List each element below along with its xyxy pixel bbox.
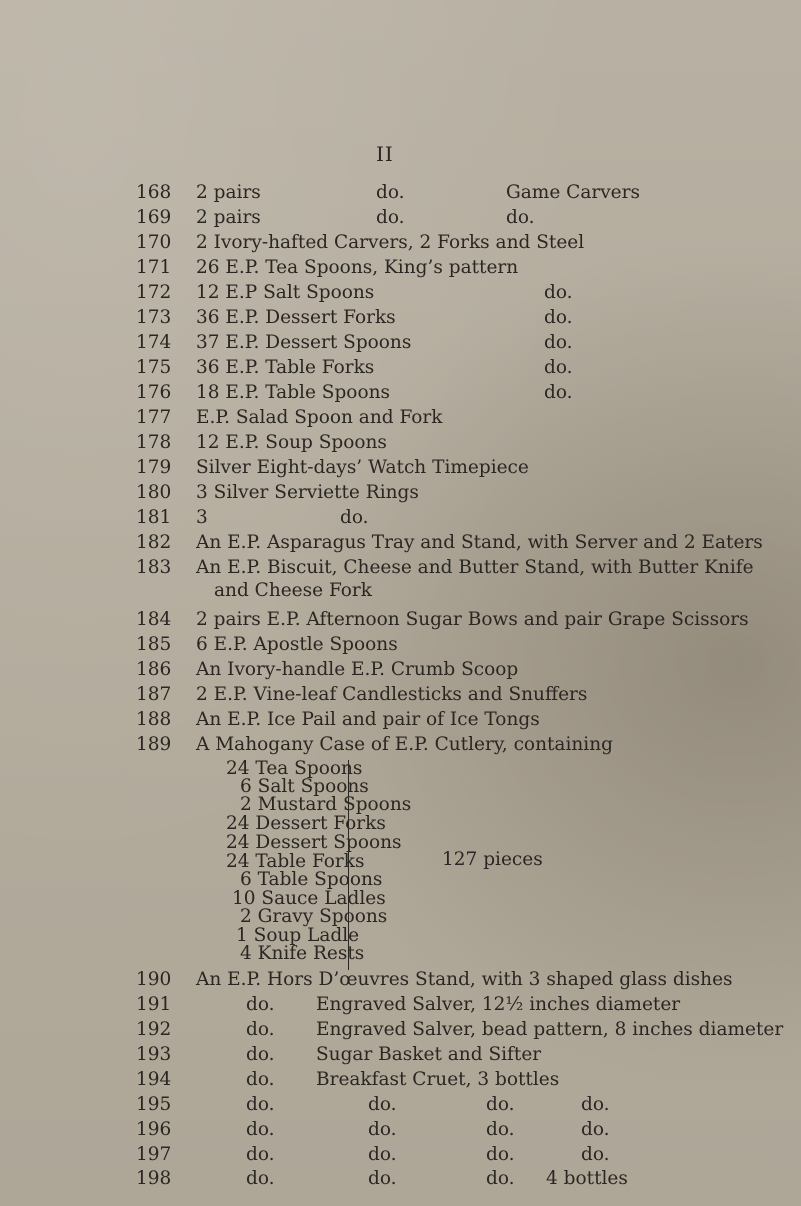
lot-col-1: do.: [246, 994, 275, 1015]
lot-description: 26 E.P. Tea Spoons, King’s pattern: [196, 257, 519, 278]
lot-col-2: do.: [544, 332, 573, 353]
lot-number: 169: [136, 207, 172, 228]
lot-number: 189: [136, 734, 172, 755]
case-item: 2 Mustard Spoons: [240, 794, 412, 815]
lot-description: 2 E.P. Vine-leaf Candlesticks and Snuffers: [196, 684, 588, 705]
lot-description: E.P. Salad Spoon and Fork: [196, 407, 443, 428]
lot-col-3: do.: [506, 207, 535, 228]
case-brace: [348, 760, 349, 970]
lot-col-1: 12 E.P Salt Spoons: [196, 282, 375, 303]
lot-col-2: do.: [368, 1168, 397, 1189]
lot-col-2: do.: [376, 207, 405, 228]
lot-col-2: Engraved Salver, bead pattern, 8 inches diameter: [316, 1019, 784, 1040]
case-item: 6 Salt Spoons: [240, 776, 369, 797]
lot-number: 176: [136, 382, 172, 403]
lot-number: 187: [136, 684, 172, 705]
lot-description: An E.P. Ice Pail and pair of Ice Tongs: [196, 709, 540, 730]
lot-col-1: 2 pairs: [196, 182, 261, 203]
case-item: 2 Gravy Spoons: [240, 906, 388, 927]
page-number: II: [376, 142, 394, 166]
lot-col-1: do.: [246, 1144, 275, 1165]
lot-col-1: 37 E.P. Dessert Spoons: [196, 332, 412, 353]
case-item: 1 Soup Ladle: [236, 925, 360, 946]
lot-col-4: do.: [581, 1144, 610, 1165]
lot-col-3: do.: [486, 1144, 515, 1165]
lot-number: 197: [136, 1144, 172, 1165]
lot-description: An E.P. Asparagus Tray and Stand, with Server and 2 Eaters: [196, 532, 763, 553]
lot-col-2: Sugar Basket and Sifter: [316, 1044, 542, 1065]
lot-description: Silver Eight-days’ Watch Timepiece: [196, 457, 529, 478]
case-item: 24 Dessert Forks: [226, 813, 386, 834]
lot-number: 182: [136, 532, 172, 553]
lot-col-1: 2 pairs: [196, 207, 261, 228]
lot-col-2: do.: [544, 382, 573, 403]
lot-number: 196: [136, 1119, 172, 1140]
lot-number: 184: [136, 609, 172, 630]
lot-number: 180: [136, 482, 172, 503]
lot-col-1: 36 E.P. Table Forks: [196, 357, 375, 378]
lot-number: 198: [136, 1168, 172, 1189]
lot-description: A Mahogany Case of E.P. Cutlery, containing: [196, 734, 613, 755]
lot-col-4: 4 bottles: [546, 1168, 628, 1189]
lot-number: 170: [136, 232, 172, 253]
lot-col-1: 3: [196, 507, 208, 528]
lot-col-2: Engraved Salver, 12½ inches diameter: [316, 994, 681, 1015]
lot-number: 171: [136, 257, 172, 278]
lot-number: 178: [136, 432, 172, 453]
lot-number: 181: [136, 507, 172, 528]
lot-description: An E.P. Biscuit, Cheese and Butter Stand, with Butter Knife: [196, 557, 754, 578]
lot-description: 12 E.P. Soup Spoons: [196, 432, 387, 453]
lot-number: 179: [136, 457, 172, 478]
lot-number: 193: [136, 1044, 172, 1065]
lot-number: 175: [136, 357, 172, 378]
lot-col-1: do.: [246, 1019, 275, 1040]
case-item: 6 Table Spoons: [240, 869, 383, 890]
lot-col-2: do.: [376, 182, 405, 203]
lot-description: 2 pairs E.P. Afternoon Sugar Bows and pair Grape Scissors: [196, 609, 749, 630]
lot-col-1: 18 E.P. Table Spoons: [196, 382, 390, 403]
lot-col-2: do.: [544, 357, 573, 378]
lot-col-1: do.: [246, 1069, 275, 1090]
lot-col-2: do.: [340, 507, 369, 528]
lot-number: 183: [136, 557, 172, 578]
lot-col-4: do.: [581, 1094, 610, 1115]
lot-col-1: do.: [246, 1094, 275, 1115]
lot-183-continuation: and Cheese Fork: [214, 580, 372, 601]
lot-col-2: do.: [368, 1119, 397, 1140]
case-item: 4 Knife Rests: [240, 943, 365, 964]
lot-number: 185: [136, 634, 172, 655]
case-item: 24 Tea Spoons: [226, 758, 363, 779]
lot-col-1: do.: [246, 1119, 275, 1140]
lot-description: 3 Silver Serviette Rings: [196, 482, 419, 503]
lot-col-4: do.: [581, 1119, 610, 1140]
lot-col-3: do.: [486, 1094, 515, 1115]
lot-number: 174: [136, 332, 172, 353]
lot-number: 186: [136, 659, 172, 680]
lot-number: 173: [136, 307, 172, 328]
lot-description: 6 E.P. Apostle Spoons: [196, 634, 398, 655]
lot-number: 188: [136, 709, 172, 730]
lot-number: 177: [136, 407, 172, 428]
lot-number: 192: [136, 1019, 172, 1040]
lot-col-2: do.: [544, 307, 573, 328]
lot-col-3: do.: [486, 1168, 515, 1189]
lot-description: 2 Ivory-hafted Carvers, 2 Forks and Steel: [196, 232, 585, 253]
lot-number: 168: [136, 182, 172, 203]
lot-col-1: do.: [246, 1168, 275, 1189]
lot-col-1: 36 E.P. Dessert Forks: [196, 307, 396, 328]
lot-number: 191: [136, 994, 172, 1015]
lot-col-3: Game Carvers: [506, 182, 640, 203]
lot-col-2: Breakfast Cruet, 3 bottles: [316, 1069, 560, 1090]
case-item: 24 Table Forks: [226, 851, 365, 872]
lot-description: An Ivory-handle E.P. Crumb Scoop: [196, 659, 519, 680]
lot-col-2: do.: [544, 282, 573, 303]
lot-col-2: do.: [368, 1094, 397, 1115]
lot-col-1: do.: [246, 1044, 275, 1065]
case-item: 10 Sauce Ladles: [232, 888, 386, 909]
lot-number: 195: [136, 1094, 172, 1115]
case-total: 127 pieces: [442, 849, 543, 870]
lot-number: 194: [136, 1069, 172, 1090]
lot-col-2: do.: [368, 1144, 397, 1165]
case-item: 24 Dessert Spoons: [226, 832, 402, 853]
lot-number: 190: [136, 969, 172, 990]
lot-number: 172: [136, 282, 172, 303]
lot-description: An E.P. Hors D’œuvres Stand, with 3 shaped glass dishes: [196, 969, 733, 990]
lot-col-3: do.: [486, 1119, 515, 1140]
